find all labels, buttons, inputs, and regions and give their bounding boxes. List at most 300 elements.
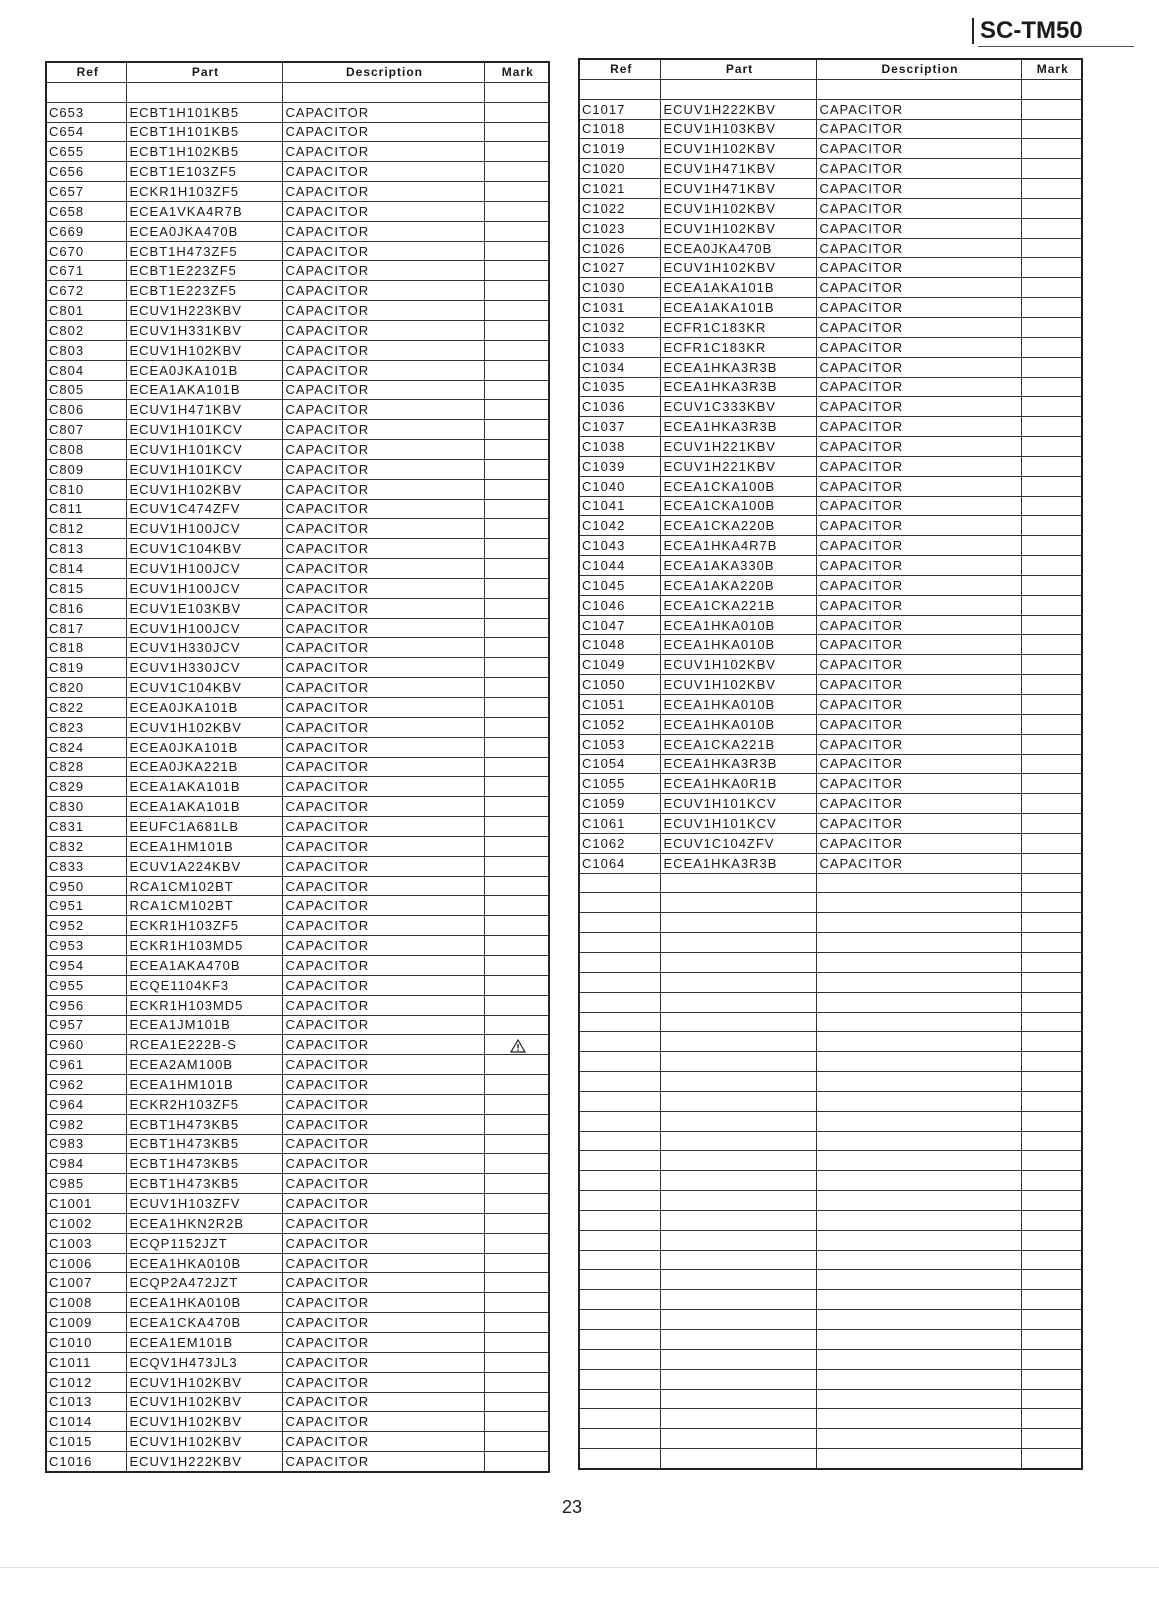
ref-cell: C653 [46,102,126,122]
ref-cell: C951 [46,896,126,916]
mark-cell [484,1035,549,1055]
mark-cell [484,281,549,301]
mark-cell [1021,99,1082,119]
scan-edge-line [0,1567,1159,1568]
ref-cell: C1036 [579,397,660,417]
ref-cell: C1017 [579,99,660,119]
table-row [46,182,549,202]
mark-cell [1021,357,1082,377]
empty-cell [816,1330,1021,1350]
description-cell: CAPACITOR [282,182,484,202]
description-cell: CAPACITOR [816,635,1021,655]
part-cell: ECUV1H101KCV [660,794,816,814]
description-cell: CAPACITOR [816,814,1021,834]
ref-cell: C1032 [579,317,660,337]
ref-cell: C817 [46,618,126,638]
description-cell: CAPACITOR [816,853,1021,873]
part-cell: ECEA1HKA3R3B [660,417,816,437]
empty-cell [579,1250,660,1270]
description-cell: CAPACITOR [816,476,1021,496]
table-row [46,817,549,837]
empty-cell [1021,79,1082,99]
empty-cell [579,79,660,99]
empty-cell [579,1330,660,1350]
empty-cell [816,1409,1021,1429]
description-cell: CAPACITOR [282,698,484,718]
mark-cell [484,1293,549,1313]
ref-cell: C982 [46,1114,126,1134]
mark-cell [484,201,549,221]
empty-cell [660,1111,816,1131]
empty-cell [1021,1191,1082,1211]
table-row [579,198,1082,218]
empty-cell [660,1389,816,1409]
part-cell: ECUV1H100JCV [126,519,282,539]
table-row [579,675,1082,695]
part-cell: ECEA1AKA101B [660,278,816,298]
table-row [46,777,549,797]
part-cell: RCEA1E222B-S [126,1035,282,1055]
table-row [46,1253,549,1273]
empty-cell [1021,1349,1082,1369]
description-cell: CAPACITOR [816,615,1021,635]
table-row [46,836,549,856]
description-cell: CAPACITOR [282,1114,484,1134]
ref-cell: C1013 [46,1392,126,1412]
description-cell: CAPACITOR [282,221,484,241]
empty-cell [660,933,816,953]
description-cell: CAPACITOR [816,833,1021,853]
empty-cell [579,873,660,893]
mark-cell [484,1432,549,1452]
description-cell: CAPACITOR [282,1035,484,1055]
part-cell: ECBT1H101KB5 [126,102,282,122]
description-cell: CAPACITOR [282,1372,484,1392]
description-cell: CAPACITOR [816,119,1021,139]
mark-cell [1021,734,1082,754]
table-row [46,1333,549,1353]
part-cell: ECUV1H102KBV [126,340,282,360]
part-cell: ECUV1H102KBV [126,1432,282,1452]
mark-cell [484,519,549,539]
table-row-blank [579,79,1082,99]
ref-cell: C811 [46,499,126,519]
description-cell: CAPACITOR [282,122,484,142]
empty-cell [579,972,660,992]
description-cell: CAPACITOR [816,99,1021,119]
empty-cell [579,1151,660,1171]
table-row [46,301,549,321]
table-row [46,1055,549,1075]
mark-cell [484,916,549,936]
table-row-blank [579,1032,1082,1052]
ref-cell: C1038 [579,437,660,457]
description-cell: CAPACITOR [282,1412,484,1432]
part-cell: ECEA1HKN2R2B [126,1213,282,1233]
empty-cell [484,82,549,102]
ref-cell: C809 [46,459,126,479]
empty-cell [816,1072,1021,1092]
ref-cell: C804 [46,360,126,380]
empty-cell [1021,972,1082,992]
empty-cell [660,1250,816,1270]
empty-cell [816,1151,1021,1171]
table-row [579,397,1082,417]
ref-cell: C954 [46,955,126,975]
empty-cell [1021,1111,1082,1131]
empty-cell [579,1171,660,1191]
ref-cell: C962 [46,1075,126,1095]
empty-cell [660,1210,816,1230]
mark-cell [484,658,549,678]
mark-cell [1021,714,1082,734]
ref-cell: C1008 [46,1293,126,1313]
ref-cell: C1003 [46,1233,126,1253]
empty-cell [1021,1131,1082,1151]
table-row-blank [579,1151,1082,1171]
mark-cell [484,1075,549,1095]
mark-cell [484,182,549,202]
table-row [579,774,1082,794]
table-row [579,99,1082,119]
mark-cell [484,1372,549,1392]
mark-cell [1021,317,1082,337]
table-row-blank [579,1389,1082,1409]
mark-cell [484,797,549,817]
description-cell: CAPACITOR [282,162,484,182]
description-cell: CAPACITOR [816,357,1021,377]
description-cell: CAPACITOR [816,317,1021,337]
mark-cell [484,836,549,856]
mark-cell [484,1273,549,1293]
part-cell: ECEA1HKA0R1B [660,774,816,794]
part-cell: ECEA1AKA101B [126,777,282,797]
part-cell: ECKR1H103ZF5 [126,182,282,202]
table-row [46,1452,549,1472]
empty-cell [660,79,816,99]
part-cell: ECUV1H102KBV [660,675,816,695]
part-cell: ECEA1HKA010B [660,714,816,734]
part-cell: ECEA1AKA470B [126,955,282,975]
table-row [46,876,549,896]
table-row [46,1372,549,1392]
part-cell: ECEA1CKA221B [660,734,816,754]
mark-cell [484,936,549,956]
description-cell: CAPACITOR [816,456,1021,476]
ref-cell: C955 [46,975,126,995]
part-cell: ECUV1H221KBV [660,456,816,476]
mark-cell [484,856,549,876]
part-cell: ECEA0JKA470B [126,221,282,241]
part-cell: ECEA1HKA010B [126,1253,282,1273]
part-cell: ECEA1JM101B [126,1015,282,1035]
ref-cell: C669 [46,221,126,241]
empty-cell [579,1349,660,1369]
table-row-blank [579,933,1082,953]
description-cell: CAPACITOR [282,440,484,460]
part-cell: ECUV1E103KBV [126,598,282,618]
description-cell: CAPACITOR [282,1392,484,1412]
table-row-blank [579,1349,1082,1369]
empty-cell [660,1191,816,1211]
table-row [579,556,1082,576]
mark-cell [484,122,549,142]
description-cell: CAPACITOR [282,1293,484,1313]
table-row [46,1035,549,1055]
description-cell: CAPACITOR [282,717,484,737]
ref-cell: C1001 [46,1194,126,1214]
part-cell: ECEA1CKA470B [126,1313,282,1333]
empty-cell [1021,1171,1082,1191]
description-cell: CAPACITOR [282,598,484,618]
description-cell: CAPACITOR [816,675,1021,695]
part-cell: ECUV1H100JCV [126,578,282,598]
empty-cell [660,1409,816,1429]
part-cell: ECKR2H103ZF5 [126,1094,282,1114]
ref-cell: C830 [46,797,126,817]
table-row [46,856,549,876]
empty-cell [660,1270,816,1290]
part-cell: ECEA1VKA4R7B [126,201,282,221]
part-cell: ECUV1H102KBV [660,198,816,218]
mark-cell [484,301,549,321]
mark-cell [1021,377,1082,397]
mark-cell [1021,476,1082,496]
description-cell: CAPACITOR [282,1253,484,1273]
title-underline [978,46,1134,47]
mark-cell [484,221,549,241]
description-cell: CAPACITOR [816,754,1021,774]
description-cell: CAPACITOR [282,777,484,797]
description-cell: CAPACITOR [282,737,484,757]
empty-cell [1021,1230,1082,1250]
part-cell: ECEA1CKA221B [660,595,816,615]
ref-cell: C1062 [579,833,660,853]
mark-cell [484,1213,549,1233]
part-cell: ECUV1C104KBV [126,539,282,559]
table-row [579,179,1082,199]
empty-cell [816,1349,1021,1369]
part-cell: ECUV1C104KBV [126,678,282,698]
empty-cell [579,1072,660,1092]
table-row-blank [579,992,1082,1012]
empty-cell [579,1191,660,1211]
description-cell: CAPACITOR [282,360,484,380]
empty-cell [579,1310,660,1330]
part-cell: ECEA1HKA010B [660,615,816,635]
empty-cell [816,913,1021,933]
table-row [46,975,549,995]
ref-cell: C1054 [579,754,660,774]
mark-cell [484,896,549,916]
description-cell: CAPACITOR [816,377,1021,397]
mark-cell [484,400,549,420]
ref-cell: C820 [46,678,126,698]
description-cell: CAPACITOR [282,420,484,440]
mark-cell [484,1055,549,1075]
table-row [579,476,1082,496]
empty-cell [1021,1210,1082,1230]
table-row [579,496,1082,516]
empty-cell [660,952,816,972]
ref-cell: C1010 [46,1333,126,1353]
empty-cell [579,1389,660,1409]
table-row [46,221,549,241]
description-cell: CAPACITOR [816,238,1021,258]
description-cell: CAPACITOR [816,218,1021,238]
part-cell: ECUV1H331KBV [126,320,282,340]
description-cell: CAPACITOR [816,695,1021,715]
mark-cell [484,1392,549,1412]
description-cell: CAPACITOR [282,241,484,261]
part-cell: ECUV1C474ZFV [126,499,282,519]
table-row [579,853,1082,873]
ref-cell: C655 [46,142,126,162]
description-cell: CAPACITOR [282,559,484,579]
table-row [579,238,1082,258]
col-header-part: Part [660,59,816,79]
part-cell: ECBT1E223ZF5 [126,281,282,301]
description-cell: CAPACITOR [282,836,484,856]
empty-cell [579,893,660,913]
description-cell: CAPACITOR [816,397,1021,417]
table-row-blank [579,1012,1082,1032]
empty-cell [1021,1429,1082,1449]
ref-cell: C1035 [579,377,660,397]
empty-cell [1021,1270,1082,1290]
ref-cell: C801 [46,301,126,321]
ref-cell: C1051 [579,695,660,715]
mark-cell [484,757,549,777]
description-cell: CAPACITOR [282,757,484,777]
table-row-blank [579,1369,1082,1389]
part-cell: ECEA2AM100B [126,1055,282,1075]
part-cell: ECUV1H103KBV [660,119,816,139]
ref-cell: C1055 [579,774,660,794]
table-row [579,218,1082,238]
description-cell: CAPACITOR [816,556,1021,576]
ref-cell: C814 [46,559,126,579]
table-row [46,1134,549,1154]
part-cell: ECKR1H103MD5 [126,995,282,1015]
mark-cell [1021,655,1082,675]
description-cell: CAPACITOR [282,1154,484,1174]
mark-cell [484,142,549,162]
table-row [579,754,1082,774]
col-header-part: Part [126,62,282,82]
mark-cell [1021,119,1082,139]
empty-cell [660,1032,816,1052]
ref-cell: C1011 [46,1352,126,1372]
part-cell: ECUV1H330JCV [126,638,282,658]
part-cell: ECUV1H222KBV [660,99,816,119]
ref-cell: C828 [46,757,126,777]
table-row [46,340,549,360]
ref-cell: C983 [46,1134,126,1154]
mark-cell [484,320,549,340]
mark-cell [484,1094,549,1114]
part-cell: ECQP1152JZT [126,1233,282,1253]
empty-cell [816,1052,1021,1072]
empty-cell [1021,1330,1082,1350]
part-cell: ECUV1H100JCV [126,618,282,638]
description-cell: CAPACITOR [282,995,484,1015]
ref-cell: C1043 [579,536,660,556]
mark-cell [484,261,549,281]
ref-cell: C816 [46,598,126,618]
empty-cell [1021,1290,1082,1310]
empty-cell [816,1012,1021,1032]
ref-cell: C812 [46,519,126,539]
table-row [46,400,549,420]
mark-cell [484,539,549,559]
table-row [46,916,549,936]
mark-cell [1021,853,1082,873]
description-cell: CAPACITOR [282,1194,484,1214]
table-row [579,278,1082,298]
ref-cell: C1031 [579,298,660,318]
ref-cell: C672 [46,281,126,301]
table-row [46,1233,549,1253]
description-cell: CAPACITOR [816,278,1021,298]
empty-cell [816,1171,1021,1191]
table-row-blank [579,893,1082,913]
ref-cell: C960 [46,1035,126,1055]
table-row [46,658,549,678]
description-cell: CAPACITOR [282,856,484,876]
empty-cell [660,1072,816,1092]
part-cell: ECUV1H223KBV [126,301,282,321]
empty-cell [1021,933,1082,953]
empty-cell [660,1230,816,1250]
mark-cell [1021,218,1082,238]
part-cell: ECUV1H471KBV [660,179,816,199]
ref-cell: C815 [46,578,126,598]
mark-cell [484,1412,549,1432]
mark-cell [484,717,549,737]
description-cell: CAPACITOR [282,916,484,936]
table-row-blank [579,913,1082,933]
table-row [46,1352,549,1372]
table-row [579,437,1082,457]
mark-cell [484,737,549,757]
description-cell: CAPACITOR [816,774,1021,794]
mark-cell [1021,774,1082,794]
part-cell: EEUFC1A681LB [126,817,282,837]
empty-cell [1021,913,1082,933]
mark-cell [1021,298,1082,318]
mark-cell [1021,595,1082,615]
empty-cell [660,1171,816,1191]
table-row-blank [579,972,1082,992]
empty-cell [660,1449,816,1469]
empty-cell [1021,1449,1082,1469]
table-row [579,417,1082,437]
table-row [579,734,1082,754]
description-cell: CAPACITOR [282,1213,484,1233]
description-cell: CAPACITOR [816,198,1021,218]
empty-cell [816,1250,1021,1270]
table-header-row [46,62,549,82]
mark-cell [484,1114,549,1134]
table-row [579,794,1082,814]
col-header-ref: Ref [579,59,660,79]
ref-cell: C803 [46,340,126,360]
table-row [46,1273,549,1293]
empty-cell [1021,1409,1082,1429]
mark-cell [484,1015,549,1035]
table-row-blank [579,1270,1082,1290]
